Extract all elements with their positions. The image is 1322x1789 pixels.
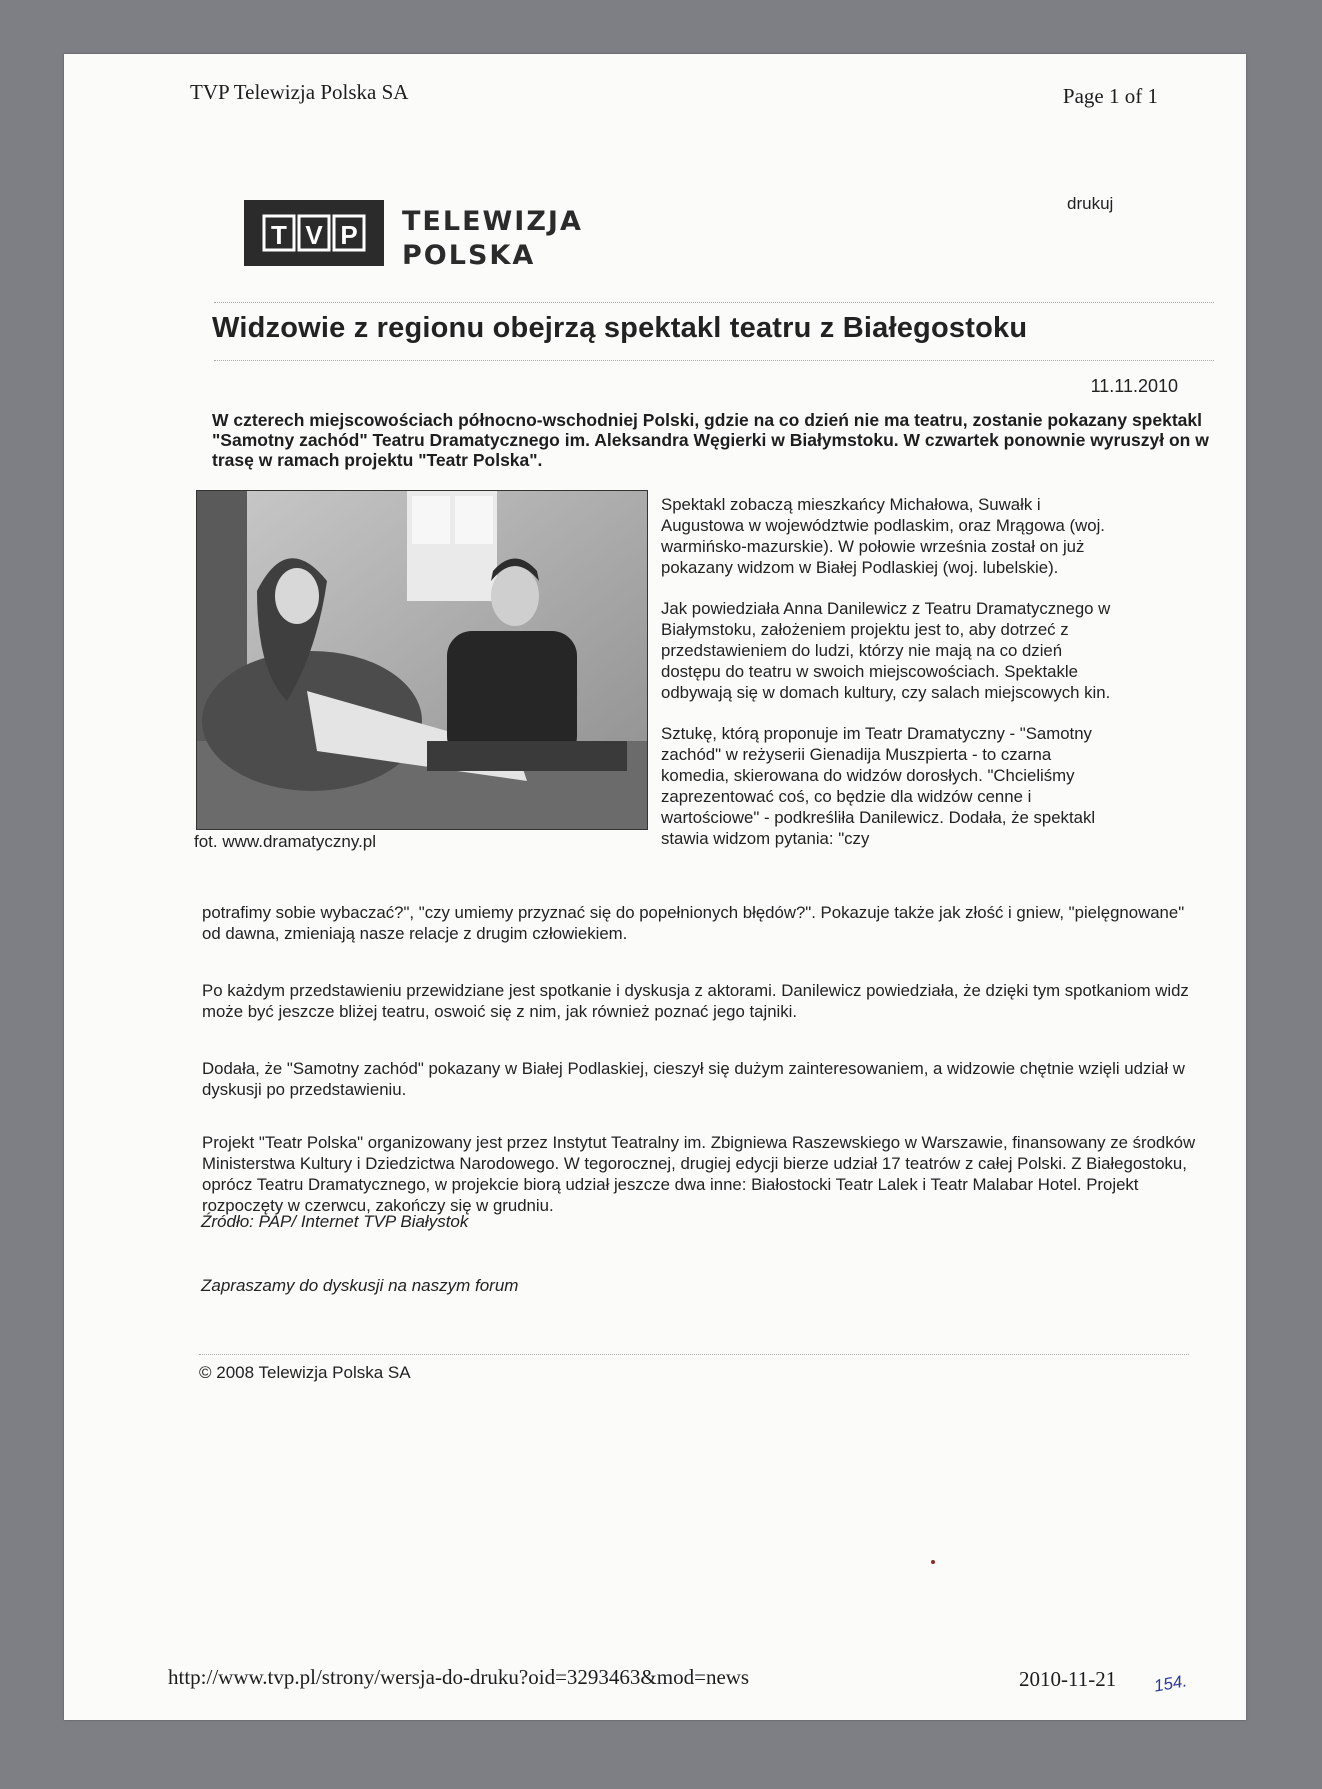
print-header-page: Page 1 of 1 [1062,84,1158,108]
printed-page [64,54,1246,1720]
article-lead: W czterech miejscowościach północno-wschodniej Polski, gdzie na co dzień nie ma teatru, zostanie pokazany spektakl "Samotny zachód" Teatru Dramatycznego im. Aleksandra Węgierki w Białymstoku. W czwartek ponownie wyruszył on w trasę w ramach projektu "Teatr Polska". [212,410,1209,470]
article-photo [196,490,648,830]
article-paragraph: Spektakl zobaczą mieszkańcy Michałowa, Suwałk i Augustowa w województwie podlaskim, oraz Mrągowa (woj. warmińsko-mazurskie). W połowie września został on już pokazany widzom w Białej Podlaskiej (woj. lubelskie). [661,495,1105,577]
article-column [661,494,1111,849]
article-source: Źródło: PAP/ Internet TVP Białystok [201,1212,469,1231]
article-paragraph: Dodała, że "Samotny zachód" pokazany w Białej Podlaskiej, cieszył się dużym zainteresowaniem, a widzowie chętnie wzięli udział w dyskusji po przedstawieniu. [202,1059,1185,1099]
divider [214,360,1214,361]
divider [214,302,1214,303]
logo-mark-v: V [305,220,323,250]
article-paragraph: Sztukę, którą proponuje im Teatr Dramatyczny - "Samotny zachód" w reżyserii Gienadija Muszpierta - to czarna komedia, skierowana do widzów dorosłych. "Chcieliśmy zaprezentować coś, co będzie dla widzów cenne i wartościowe" - podkreśliła Danilewicz. Dodała, że spektakl stawia widzom pytania: "czy [661,724,1096,848]
divider [199,1354,1189,1355]
handwritten-note: 154. [1152,1671,1189,1696]
article-paragraph: Jak powiedziała Anna Danilewicz z Teatru Dramatycznego w Białymstoku, założeniem projektu jest to, aby dotrzeć z przedstawieniem do ludzi, którzy nie mają na co dzień dostępu do teatru w swoich miejscowościach. Spektakle odbywają się w domach kultury, czy salach miejscowych kin. [661,599,1111,702]
article-paragraph: Po każdym przedstawieniu przewidziane jest spotkanie i dyskusja z aktorami. Danilewicz powiedziała, że dzięki tym spotkaniom widz może być jeszcze bliżej teatru, oswoić się z nim, jak również poznać jego tajniki. [202,981,1189,1021]
article-title: Widzowie z regionu obejrzą spektakl teatru z Białegostoku [212,312,1028,344]
print-link[interactable]: drukuj [1067,194,1114,213]
logo-mark-p: P [340,220,358,250]
ink-spot [931,1560,935,1564]
print-footer-url: http://www.tvp.pl/strony/wersja-do-druku?oid=3293463&mod=news [168,1665,750,1689]
article-date: 11.11.2010 [1090,376,1178,396]
photo-caption: fot. www.dramatyczny.pl [194,832,377,851]
logo-line1: TELEWIZJA [402,206,583,237]
print-footer-date: 2010-11-21 [1019,1667,1117,1691]
article-paragraph: potrafimy sobie wybaczać?", "czy umiemy przyznać się do popełnionych błędów?". Pokazuje także jak złość i gniew, "pielęgnowane" od dawna, zmieniają nasze relacje z drugim człowiekiem. [202,903,1185,943]
photo-scene [197,491,647,829]
logo-mark-t: T [271,220,287,250]
print-header-site: TVP Telewizja Polska SA [190,80,409,104]
article-paragraph: Projekt "Teatr Polska" organizowany jest przez Instytut Teatralny im. Zbigniewa Raszewskiego w Warszawie, finansowany ze środków Ministerstwa Kultury i Dziedzictwa Narodowego. W tegorocznej, drugiej edycji bierze udział 17 teatrów z całej Polski. Z Białegostoku, oprócz Teatru Dramatycznego, w projekcie biorą udział jeszcze dwa inne: Białostocki Teatr Lalek i Teatr Malabar Hotel. Projekt rozpoczęty w czerwcu, zakończy się w grudniu. [202,1133,1196,1215]
tvp-logo [244,196,604,276]
copyright: © 2008 Telewizja Polska SA [199,1363,411,1382]
logo-line2: POLSKA [402,240,536,271]
forum-link[interactable]: Zapraszamy do dyskusji na naszym forum [201,1276,519,1295]
